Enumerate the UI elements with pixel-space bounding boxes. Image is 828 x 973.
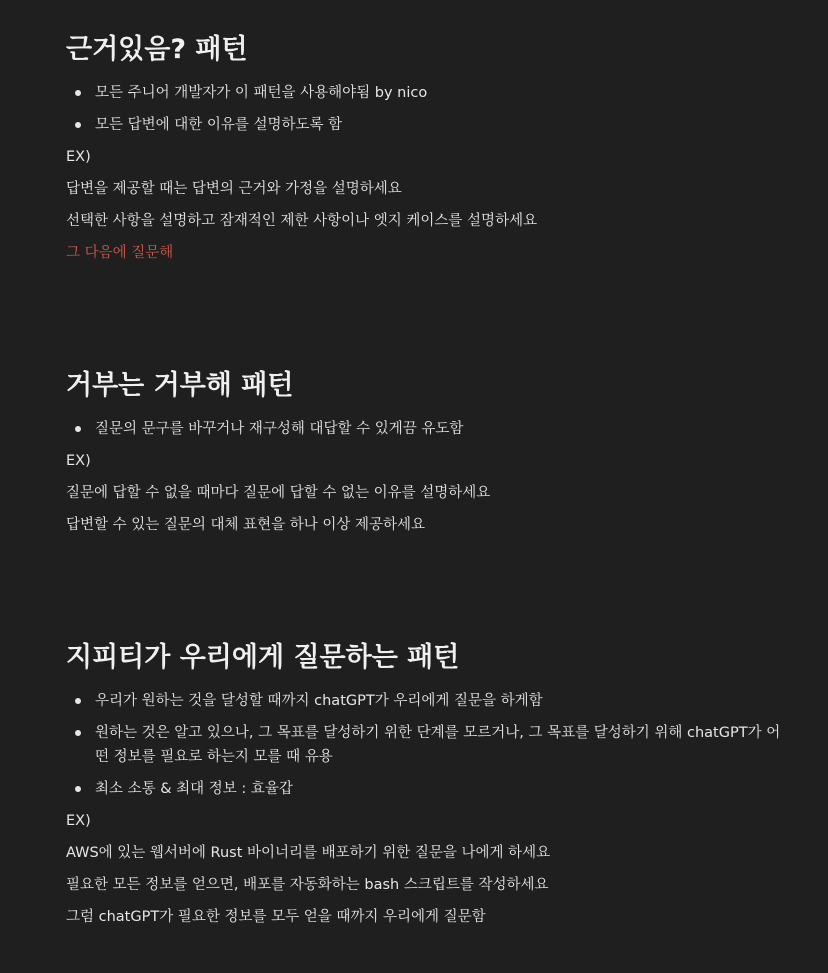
heading[interactable]: 근거있음? 패턴: [66, 34, 248, 65]
highlighted-paragraph[interactable]: 그 다음에 질문해: [66, 245, 174, 261]
paragraph[interactable]: 선택한 사항을 설명하고 잠재적인 제한 사항이나 엣지 케이스를 설명하세요: [66, 213, 538, 229]
bullet-list: [66, 77, 786, 141]
list-item[interactable]: [66, 77, 786, 109]
heading[interactable]: 지피티가 우리에게 질문하는 패턴: [66, 642, 460, 673]
bullet-icon: [75, 122, 81, 128]
paragraph[interactable]: AWS에 있는 웹서버에 Rust 바이너리를 배포하기 위한 질문을 나에게 하세요: [66, 845, 551, 861]
list-item[interactable]: [66, 685, 786, 717]
bullet-icon: [75, 786, 81, 792]
list-item-text: 질문의 문구를 바꾸거나 재구성해 대답할 수 있게끔 유도함: [95, 421, 464, 437]
paragraph[interactable]: 답변할 수 있는 질문의 대체 표현을 하나 이상 제공하세요: [66, 517, 426, 533]
paragraph[interactable]: 답변을 제공할 때는 답변의 근거와 가정을 설명하세요: [66, 181, 402, 197]
list-item[interactable]: [66, 109, 786, 141]
paragraph[interactable]: EX): [66, 149, 91, 165]
list-item[interactable]: [66, 413, 786, 445]
bullet-list: [66, 685, 786, 805]
bullet-icon: [75, 730, 81, 736]
list-item-text: 최소 소통 & 최대 정보 : 효율갑: [95, 781, 293, 797]
list-item-text: 모든 답변에 대한 이유를 설명하도록 함: [95, 117, 343, 133]
bullet-icon: [75, 698, 81, 704]
list-item[interactable]: [66, 717, 786, 773]
paragraph[interactable]: EX): [66, 813, 91, 829]
section-refusal-pattern: [66, 366, 786, 541]
bullet-list: [66, 413, 786, 445]
bullet-icon: [75, 426, 81, 432]
list-item-text: 원하는 것은 알고 있으나, 그 목표를 달성하기 위한 단계를 모르거나, 그 목표를 달성하기 위해 chatGPT가 어떤 정보를 필요로 하는지 모를 때 유용: [95, 725, 781, 765]
paragraph[interactable]: 질문에 답할 수 없을 때마다 질문에 답할 수 없는 이유를 설명하세요: [66, 485, 491, 501]
bullet-icon: [75, 90, 81, 96]
paragraph[interactable]: EX): [66, 453, 91, 469]
heading[interactable]: 거부는 거부해 패턴: [66, 370, 294, 401]
section-evidence-pattern: [66, 30, 786, 269]
list-item[interactable]: [66, 773, 786, 805]
section-question-pattern: [66, 638, 786, 933]
paragraph[interactable]: 그럼 chatGPT가 필요한 정보를 모두 얻을 때까지 우리에게 질문함: [66, 909, 486, 925]
list-item-text: 우리가 원하는 것을 달성할 때까지 chatGPT가 우리에게 질문을 하게함: [95, 693, 543, 709]
paragraph[interactable]: 필요한 모든 정보를 얻으면, 배포를 자동화하는 bash 스크립트를 작성하세요: [66, 877, 549, 893]
list-item-text: 모든 주니어 개발자가 이 패턴을 사용해야됨 by nico: [95, 85, 428, 101]
